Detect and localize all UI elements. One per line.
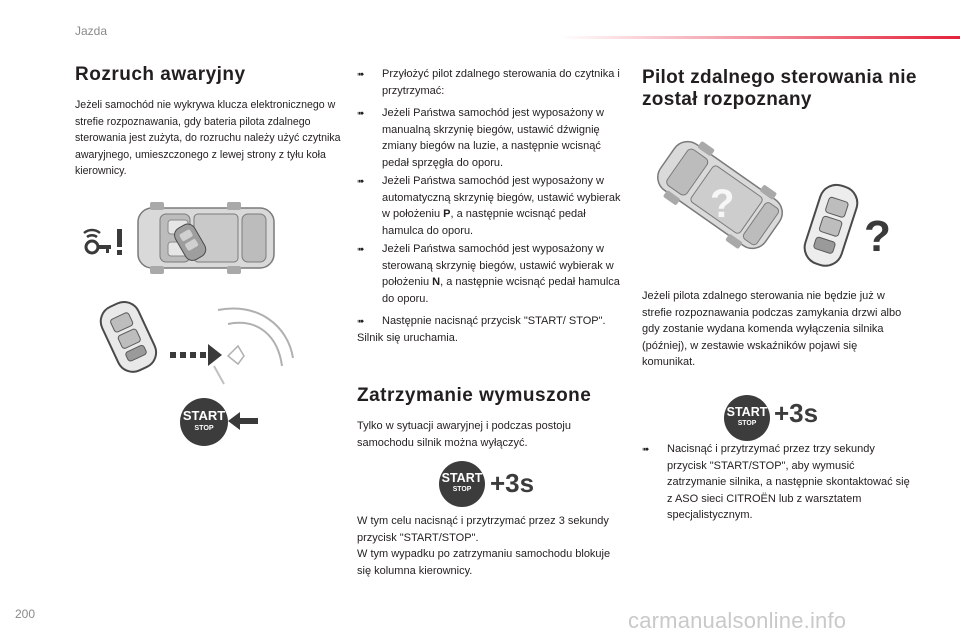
car-question-illustration xyxy=(650,125,790,265)
key-warning-icon xyxy=(80,225,130,257)
section-title-remote-not-detected: Pilot zdalnego sterowania nie został rozpoznany xyxy=(642,67,917,110)
emergency-start-intro: Jeżeli samochód nie wykrywa klucza elektronicznego w strefie rozpoznawania, gdy bateria pilota zdalnego sterowania jest zużyta, do rozruchu należy użyć czytnika awaryjnego, umieszczonego z lewej strony z tyłu koła kierownicy. xyxy=(75,99,341,177)
bullet-icon: ➠ xyxy=(357,69,365,79)
bullet-icon: ➠ xyxy=(357,108,365,118)
list-item: ➠ Jeżeli Państwa samochód jest wyposażony w sterowaną skrzynię biegów, ustawić wybierak w położeniu N, a następnie wcisnąć pedał hamulca do oporu. xyxy=(357,243,620,305)
list-item: ➠ Jeżeli Państwa samochód jest wyposażony w automatyczną skrzynię biegów, ustawić wybierak w położeniu P, a następnie wcisnąć pedał hamulca do oporu. xyxy=(357,175,621,237)
list-item: ➠ Następnie nacisnąć przycisk "START/ STOP". xyxy=(357,313,622,330)
hold-3-seconds-label: +3s xyxy=(490,468,535,498)
arrow-left-icon xyxy=(228,410,258,432)
section-label: Jazda xyxy=(75,24,108,38)
section-title-emergency-start: Rozruch awaryjny xyxy=(75,64,246,85)
remote-not-detected-steps xyxy=(642,441,912,530)
bullet-icon: ➠ xyxy=(357,316,365,326)
stop-label: STOP xyxy=(194,424,214,432)
question-mark-icon: ? xyxy=(864,212,891,261)
forced-stop-text: W tym celu nacisnąć i przytrzymać przez 3 sekundy przycisk "START/STOP". W tym wypadku po zatrzymaniu samochodu blokuje się kolumna kierownicy. xyxy=(357,515,611,577)
forced-stop-intro: Tylko w sytuacji awaryjnej i podczas postoju samochodu silnik można wyłączyć. xyxy=(357,420,571,449)
list-item: ➠ Przyłożyć pilot zdalnego sterowania do czytnika i przytrzymać: xyxy=(357,68,620,97)
bullet-icon: ➠ xyxy=(642,444,650,454)
key-fob-to-reader-illustration xyxy=(88,296,298,386)
hold-3-seconds-label: +3s xyxy=(774,398,819,428)
bullet-icon: ➠ xyxy=(357,244,365,254)
list-item: ➠ Jeżeli Państwa samochód jest wyposażony w manualną skrzynię biegów, ustawić dźwignię zmiany biegów na luzie, a następnie wcisnąć pedał sprzęgła do oporu. xyxy=(357,107,604,169)
section-title-forced-stop: Zatrzymanie wymuszone xyxy=(357,385,592,406)
emergency-start-steps xyxy=(357,66,622,346)
header-accent-bar xyxy=(560,36,960,39)
start-label: START xyxy=(182,408,226,423)
start-stop-button-icon: START STOP xyxy=(439,461,485,507)
remote-not-detected-text: Jeżeli pilota zdalnego sterowania nie będzie już w strefie rozpoznawania podczas zamykania drzwi albo gdy zostanie wydana komenda wyłączenia silnika (później), w zestawie wskaźników pojawi się komunikat. xyxy=(642,290,902,368)
start-stop-button-icon: START STOP xyxy=(724,395,770,441)
engine-starts-text: Silnik się uruchamia. xyxy=(357,331,458,344)
svg-text:?: ? xyxy=(710,182,735,226)
bullet-icon: ➠ xyxy=(357,176,365,186)
car-top-view-illustration xyxy=(132,200,280,276)
start-stop-button-icon xyxy=(180,398,228,446)
watermark: carmanualsonline.info xyxy=(628,608,847,633)
list-item: ➠ Nacisnąć i przytrzymać przez trzy sekundy przycisk "START/STOP", aby wymusić zatrzymanie silnika, a następnie skontaktować się z ASO sieci CITROËN lub z warsztatem specjalistycznym. xyxy=(642,443,910,521)
page-number: 200 xyxy=(15,607,36,621)
